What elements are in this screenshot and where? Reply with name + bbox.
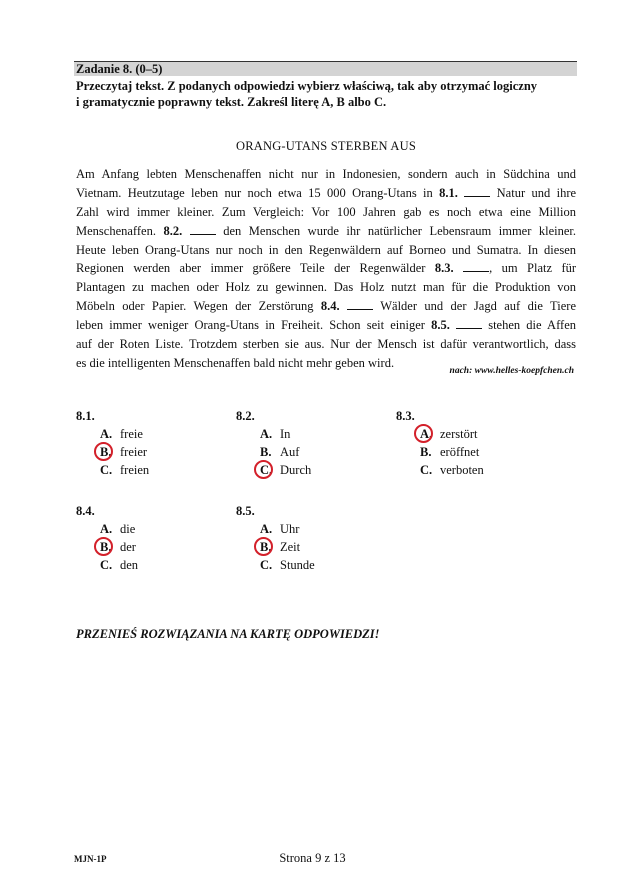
reading-text <box>76 165 576 373</box>
question-number: 8.1. <box>76 409 95 423</box>
answer-circle <box>414 424 433 443</box>
option-c[interactable]: C. freien <box>100 463 150 477</box>
question-number: 8.3. <box>396 409 415 423</box>
answer-circle <box>254 460 273 479</box>
footer-code: MJN-1P <box>74 854 107 864</box>
text-line: Zahl wird immer kleiner. Zum Vergleich: Vor 100 Jahren gab es noch etwa eine Million <box>76 204 576 219</box>
option-b[interactable]: B. Auf <box>260 445 300 459</box>
instruction-line-1: Przeczytaj tekst. Z podanych odpowiedzi wybierz właściwą, tak aby otrzymać logiczny <box>76 79 538 93</box>
question-8-4 <box>76 502 138 574</box>
option-b[interactable]: B. Zeit <box>236 538 315 556</box>
answer-circle <box>94 537 113 556</box>
option-b[interactable]: B. der <box>76 538 138 556</box>
gap-blank <box>463 260 489 272</box>
gap-label: 8.4. <box>320 299 340 314</box>
option-c[interactable]: C. Durch <box>236 461 311 479</box>
question-8-1 <box>76 407 149 479</box>
answer-circle <box>254 537 273 556</box>
gap-blank <box>464 185 490 197</box>
question-8-5 <box>236 502 315 574</box>
page-number: Strona 9 z 13 <box>279 851 346 865</box>
text-line: Vietnam. Heutzutage leben nur noch etwa 15 000 Orang-Utans in 8.1. Natur und ihre <box>76 185 577 200</box>
text-title: ORANG-UTANS STERBEN AUS <box>235 139 416 153</box>
text-line: Regionen werden aber immer größere Teile der Regenwälder 8.3. , um Platz für <box>76 261 577 276</box>
gap-blank <box>190 223 216 235</box>
gap-label: 8.2. <box>163 223 183 238</box>
task-header: Zadanie 8. (0–5) <box>74 61 577 76</box>
gap-label: 8.1. <box>439 185 458 200</box>
text-line: Am Anfang lebten Menschenaffen nicht nur in Indonesien, sondern auch in Südchina und <box>76 167 576 181</box>
question-8-3 <box>396 407 484 479</box>
option-a[interactable]: A. In <box>260 427 291 441</box>
option-a[interactable]: A. freie <box>100 427 143 441</box>
gap-blank <box>456 317 482 329</box>
answer-circle <box>94 442 113 461</box>
option-a[interactable]: A. Uhr <box>260 522 300 536</box>
text-line: leben immer weniger Orang-Utans in Freiheit. Schon seit einiger 8.5. stehen die Affen <box>76 318 576 333</box>
instruction-line-2: i gramatycznie poprawny tekst. Zakreśl literę A, B albo C. <box>76 95 387 109</box>
closing-instruction: PRZENIEŚ ROZWIĄZANIA NA KARTĘ ODPOWIEDZI! <box>76 627 380 641</box>
option-c[interactable]: C. Stunde <box>260 558 315 572</box>
gap-blank <box>347 298 373 310</box>
text-line: Möbeln oder Papier. Wegen der Zerstörung 8.4. Wälder und der Jagd auf die Tiere <box>76 299 576 314</box>
option-b[interactable]: B. eröffnet <box>420 445 480 459</box>
text-line: Plantagen zu machen oder Holz zu gewinnen. Das Holz nutzt man für die Produktion von <box>76 280 576 295</box>
question-number: 8.5. <box>236 504 255 518</box>
question-number: 8.2. <box>236 409 255 423</box>
option-c[interactable]: C. verboten <box>420 463 484 477</box>
option-a[interactable]: A. die <box>100 522 136 536</box>
text-line: es die intelligenten Menschenaffen bald nicht mehr geben wird. <box>76 355 395 370</box>
question-8-2 <box>236 407 311 479</box>
gap-label: 8.5. <box>431 318 450 333</box>
task-instruction <box>76 78 576 110</box>
text-line: Heute leben Orang-Utans nur noch in den Regenwäldern auf Borneo und Sumatra. In diesen <box>76 242 576 257</box>
source-citation: nach: www.helles-koepfchen.ch <box>449 366 574 376</box>
option-c[interactable]: C. den <box>100 558 139 572</box>
gap-label: 8.3. <box>434 261 454 276</box>
text-line: auf der Roten Liste. Trotzdem sterben sie aus. Nur der Mensch ist dafür verantwortlich, dass <box>76 337 576 352</box>
option-a[interactable]: A. zerstört <box>396 425 484 443</box>
option-b[interactable]: B. freier <box>76 443 149 461</box>
text-line: Menschenaffen. 8.2. den Menschen wurde ihr natürlicher Lebensraum immer kleiner. <box>76 223 577 238</box>
question-number: 8.4. <box>76 504 95 518</box>
